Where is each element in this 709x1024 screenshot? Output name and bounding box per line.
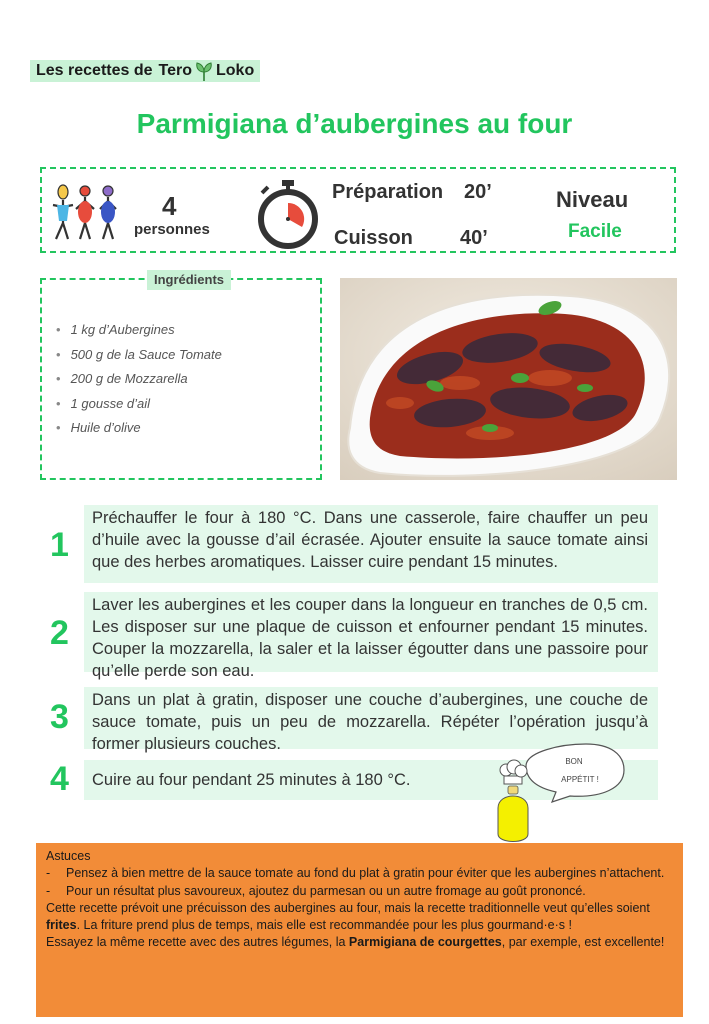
tips-p1-b: . La friture prend plus de temps, mais elle est recommandée pour les plus gourmand·e·s !: [76, 918, 572, 933]
bubble-line-1: BON: [565, 757, 583, 766]
tips-p1-a: Cette recette prévoit une précuisson des aubergines au four, mais la recette traditionnelle veut qu’elles soient: [46, 900, 650, 915]
prep-time: 20’: [464, 181, 492, 203]
ingredients-title: Ingrédients: [147, 270, 231, 290]
brand-prefix: Les recettes de: [36, 62, 153, 79]
tips-item-2-text: Pour un résultat plus savoureux, ajoutez du parmesan ou un autre fromage au goût prononcé.: [66, 883, 586, 898]
brand-tag: [30, 60, 260, 82]
level-value: Facile: [568, 221, 622, 242]
chef-hat-icon: [500, 760, 527, 784]
people-icon: [48, 183, 124, 243]
leaf-logo-icon: [194, 60, 214, 82]
timer-icon: [252, 177, 324, 249]
tips-item: [46, 865, 673, 882]
tips-dash: -: [46, 883, 51, 898]
step-number: 3: [50, 698, 69, 736]
ingredients-list: [56, 322, 222, 445]
chef-illustration: [490, 730, 630, 844]
step-3-text: Dans un plat à gratin, disposer une couche d’aubergines, une couche de sauce tomate, puis un peu de mozzarella. Répéter l’opération jusqu’à former plusieurs couches.: [84, 687, 658, 749]
servings-number: 4: [162, 191, 177, 221]
step-2-text: Laver les aubergines et les couper dans la longueur en tranches de 0,5 cm. Les disposer sur une plaque de cuisson et enfourner pendant 15 minutes. Couper la mozzarella, la saler et la laisser égoutter dans une passoire pour qu’elle perde son eau.: [84, 592, 658, 672]
servings-label: personnes: [134, 221, 210, 238]
tips-item-1-text: Pensez à bien mettre de la sauce tomate au fond du plat à gratin pour éviter que les aubergines n’attachent.: [66, 866, 665, 881]
list-item: • 500 g de la Sauce Tomate: [56, 347, 222, 372]
dish-photo: [340, 278, 677, 480]
brand-name-part1: Tero: [158, 62, 192, 79]
recipe-info-box: [40, 167, 676, 253]
tips-p2-b: , par exemple, est excellente!: [501, 935, 665, 950]
level-label: Niveau: [556, 187, 629, 212]
cook-time: 40’: [460, 227, 488, 249]
tips-p2-bold: Parmigiana de courgettes: [348, 935, 502, 950]
step-4-text: Cuire au four pendant 25 minutes à 180 °C.: [84, 760, 658, 800]
bubble-line-2: APPÉTIT !: [561, 775, 599, 784]
step-number: 4: [50, 760, 69, 798]
step-number: 2: [50, 614, 69, 652]
cook-label: Cuisson: [334, 227, 413, 249]
tips-p1-bold: frites: [46, 918, 77, 933]
step-number: 1: [50, 526, 69, 564]
list-item: • 1 gousse d’ail: [56, 396, 222, 421]
prep-label: Préparation: [332, 181, 444, 203]
tips-dash: -: [46, 866, 51, 881]
tips-p2-a: Essayez la même recette avec des autres légumes, la: [46, 935, 349, 950]
tips-title: Astuces: [46, 849, 91, 863]
tips-paragraph-2: [46, 934, 673, 951]
tips-box: [36, 843, 683, 1017]
recipe-title: Parmigiana d’aubergines au four: [136, 108, 573, 139]
step-1-text: Préchauffer le four à 180 °C. Dans une casserole, faire chauffer un peu d’huile avec la gousse d’ail écrasée. Ajouter ensuite la sauce tomate ainsi que des herbes aromatiques. Laisser cuire pendant 15 minutes.: [84, 505, 658, 583]
tips-paragraph-1: [46, 900, 673, 935]
list-item: • Huile d’olive: [56, 420, 222, 445]
tips-item: [46, 883, 673, 900]
list-item: • 1 kg d’Aubergines: [56, 322, 222, 347]
list-item: • 200 g de Mozzarella: [56, 371, 222, 396]
brand-name-part2: Loko: [216, 62, 255, 79]
